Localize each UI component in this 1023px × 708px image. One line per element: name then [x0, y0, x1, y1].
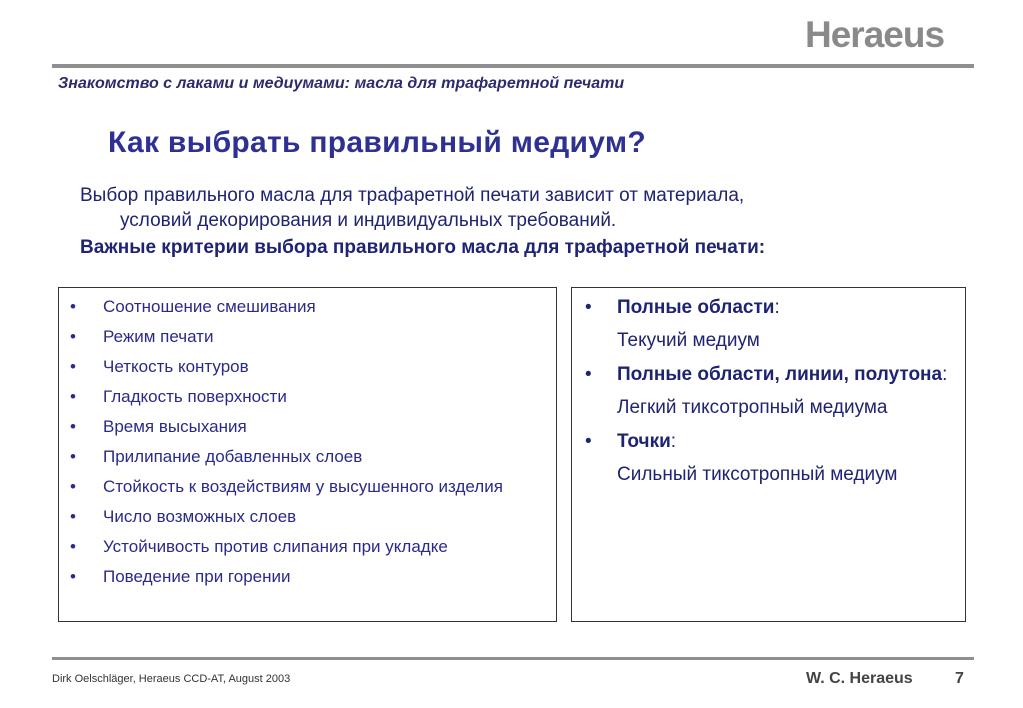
- intro-line-1: Выбор правильного масла для трафаретной печати зависит от материала,: [80, 185, 745, 206]
- medium-box: [571, 287, 966, 622]
- list-item-text: Стойкость к воздействиям у высушенного изделия: [103, 477, 503, 496]
- bullet-icon: •: [70, 507, 76, 526]
- list-item: [59, 474, 556, 499]
- medium-description: Легкий тиксотропный медиума: [617, 397, 888, 418]
- list-item: [59, 354, 556, 379]
- list-item-text: Режим печати: [103, 327, 214, 346]
- bullet-icon: •: [70, 387, 76, 406]
- medium-heading: Полные области, линии, полутона: [617, 364, 943, 385]
- list-item-text: Число возможных слоев: [103, 507, 297, 526]
- criteria-list: [59, 288, 556, 589]
- criteria-heading: Важные критерии выбора правильного масла для трафаретной печати:: [80, 237, 766, 258]
- list-item: [572, 361, 965, 388]
- list-item-text: Устойчивость против слипания при укладке: [103, 537, 448, 556]
- colon: :: [670, 431, 677, 452]
- bullet-icon: •: [70, 357, 76, 376]
- footer-author: Dirk Oelschläger, Heraeus CCD-AT, August 2003: [52, 673, 291, 685]
- intro-text: [80, 183, 980, 260]
- footer-company: W. C. Heraeus: [806, 670, 913, 687]
- bullet-icon: •: [70, 417, 76, 436]
- list-item: [59, 564, 556, 589]
- page-number: 7: [955, 670, 964, 687]
- bullet-icon: •: [585, 297, 592, 318]
- bullet-icon: •: [70, 447, 76, 466]
- heraeus-logo: Heraeus: [805, 14, 945, 55]
- medium-heading: Точки: [617, 431, 671, 452]
- bullet-icon: •: [585, 364, 592, 385]
- intro-line-2: условий декорирования и индивидуальных требований.: [120, 210, 617, 231]
- list-item-text: Четкость контуров: [103, 357, 249, 376]
- footer-divider: [52, 657, 974, 660]
- bullet-icon: •: [585, 431, 592, 452]
- header-divider: [52, 64, 974, 68]
- list-item-text: Время высыхания: [103, 417, 247, 436]
- bullet-icon: •: [70, 567, 76, 586]
- bullet-icon: •: [70, 327, 76, 346]
- bullet-icon: •: [70, 537, 76, 556]
- bullet-icon: •: [70, 477, 76, 496]
- bullet-icon: •: [70, 297, 76, 316]
- list-item-text: Гладкость поверхности: [103, 387, 287, 406]
- list-item-text: Прилипание добавленных слоев: [103, 447, 363, 466]
- slide-subtitle: Знакомство с лаками и медиумами: масла для трафаретной печати: [58, 75, 625, 92]
- list-item: [572, 428, 965, 455]
- list-item-text: Соотношение смешивания: [103, 297, 316, 316]
- list-item: [59, 294, 556, 319]
- list-item: [59, 504, 556, 529]
- list-item: [59, 444, 556, 469]
- medium-list: [572, 288, 965, 488]
- medium-description: Сильный тиксотропный медиум: [617, 464, 898, 485]
- medium-description: Текучий медиум: [617, 330, 760, 351]
- list-item: [59, 534, 556, 559]
- list-item: [59, 324, 556, 349]
- colon: :: [774, 297, 780, 318]
- list-item: [572, 294, 965, 321]
- colon: :: [942, 364, 948, 385]
- list-item: [59, 414, 556, 439]
- list-item: [59, 384, 556, 409]
- slide-title: Как выбрать правильный медиум?: [108, 126, 646, 159]
- medium-heading: Полные области: [617, 297, 775, 318]
- list-item-text: Поведение при горении: [103, 567, 291, 586]
- criteria-box: [58, 287, 557, 622]
